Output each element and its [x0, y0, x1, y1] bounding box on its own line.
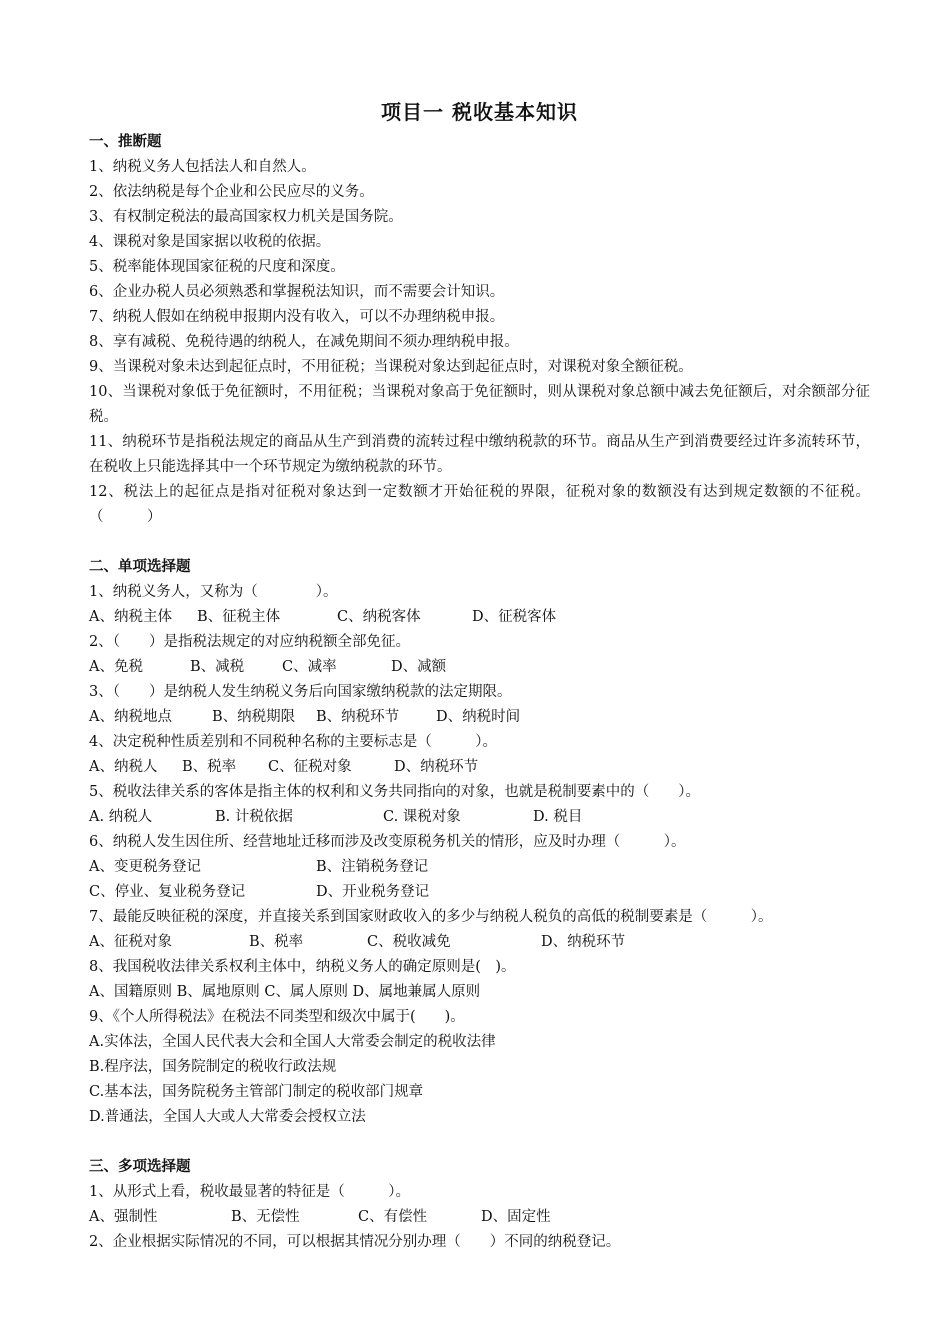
question-item: 7、纳税人假如在纳税申报期内没有收入，可以不办理纳税申报。 — [89, 309, 505, 325]
question-item: 9、当课税对象未达到起征点时，不用征税；当课税对象达到起征点时，对课税对象全额征税。 — [89, 359, 693, 375]
question-stem: 4、决定税种性质差别和不同税种名称的主要标志是（ ）。 — [89, 734, 497, 750]
option: D、减额 — [391, 659, 447, 675]
option-row — [89, 1205, 870, 1230]
option: D、纳税环节 — [394, 759, 479, 775]
option: C、减率 — [282, 659, 337, 675]
option-row — [89, 755, 870, 780]
option: D、征税客体 — [472, 609, 557, 625]
option: B、无偿性 — [231, 1209, 300, 1225]
question-stem: 5、税收法律关系的客体是指主体的权利和义务共同指向的对象，也就是税制要素中的（ ）。 — [89, 784, 700, 800]
option-row — [89, 655, 870, 680]
question-item: 1、纳税义务人包括法人和自然人。 — [89, 159, 316, 175]
option: B、注销税务登记 — [316, 859, 429, 875]
option-row — [89, 880, 870, 905]
option: A.实体法，全国人民代表大会和全国人大常委会制定的税收法律 — [89, 1034, 496, 1050]
option: C、税收减免 — [367, 934, 451, 950]
spacer — [89, 1130, 870, 1155]
option: D、纳税环节 — [541, 934, 626, 950]
option: C、征税对象 — [268, 759, 352, 775]
option-row — [89, 705, 870, 730]
option: B. 计税依据 — [215, 809, 293, 825]
option: D. 税目 — [533, 809, 583, 825]
option: A、纳税人 — [89, 759, 158, 775]
question-stem: 9、《个人所得税法》在税法不同类型和级次中属于( )。 — [89, 1009, 465, 1025]
option-row — [89, 605, 870, 630]
question-stem: 2、（ ）是指税法规定的对应纳税额全部免征。 — [89, 634, 410, 650]
option: C、停业、复业税务登记 — [89, 884, 246, 900]
option: A. 纳税人 — [89, 809, 153, 825]
question-stem: 3、（ ）是纳税人发生纳税义务后向国家缴纳税款的法定期限。 — [89, 684, 512, 700]
option: B、减税 — [190, 659, 245, 675]
section-heading-true-false: 一、推断题 — [89, 134, 162, 150]
question-item: 2、依法纳税是每个企业和公民应尽的义务。 — [89, 184, 374, 200]
question-item: 10、当课税对象低于免征额时，不用征税；当课税对象高于免征额时，则从课税对象总额中减去免征额后，对余额部分征税。 — [89, 384, 870, 425]
question-stem: 2、企业根据实际情况的不同，可以根据其情况分别办理（ ）不同的纳税登记。 — [89, 1234, 621, 1250]
option: A、纳税主体 — [89, 609, 172, 625]
option: D.普通法，全国人大或人大常委会授权立法 — [89, 1109, 366, 1125]
option-row — [89, 855, 870, 880]
option: B、纳税期限 — [212, 709, 296, 725]
option: C、有偿性 — [358, 1209, 428, 1225]
option-row — [89, 930, 870, 955]
option: C. 课税对象 — [383, 809, 461, 825]
option: A、征税对象 — [89, 934, 172, 950]
question-item: 8、享有减税、免税待遇的纳税人，在减免期间不须办理纳税申报。 — [89, 334, 519, 350]
spacer — [89, 530, 870, 555]
option: D、固定性 — [481, 1209, 551, 1225]
question-item: 5、税率能体现国家征税的尺度和深度。 — [89, 259, 345, 275]
page-title: 项目一 税收基本知识 — [381, 100, 578, 124]
question-stem: 1、纳税义务人，又称为（ ）。 — [89, 584, 338, 600]
option: D、纳税时间 — [436, 709, 521, 725]
question-stem: 6、纳税人发生因住所、经营地址迁移而涉及改变原税务机关的情形，应及时办理（ ）。 — [89, 834, 686, 850]
question-item: 6、企业办税人员必须熟悉和掌握税法知识，而不需要会计知识。 — [89, 284, 505, 300]
question-stem: 1、从形式上看，税收最显著的特征是（ ）。 — [89, 1184, 410, 1200]
option: A、免税 — [89, 659, 143, 675]
question-item: 4、课税对象是国家据以收税的依据。 — [89, 234, 331, 250]
option-row — [89, 805, 870, 830]
option: B.程序法，国务院制定的税收行政法规 — [89, 1059, 337, 1075]
section-heading-multiple-choice: 三、多项选择题 — [89, 1159, 191, 1175]
option: B、税率 — [182, 759, 237, 775]
option: B、税率 — [249, 934, 304, 950]
option-row: A、国籍原则 B、属地原则 C、属人原则 D、属地兼属人原则 — [89, 984, 481, 1000]
question-stem: 7、最能反映征税的深度，并直接关系到国家财政收入的多少与纳税人税负的高低的税制要素是（ ）。 — [89, 909, 773, 925]
question-item: 12、税法上的起征点是指对征税对象达到一定数额才开始征税的界限，征税对象的数额没有达到规定数额的不征税。（ ） — [89, 484, 870, 525]
option: C.基本法，国务院税务主管部门制定的税收部门规章 — [89, 1084, 424, 1100]
option: C、纳税客体 — [337, 609, 421, 625]
option: B、征税主体 — [197, 609, 281, 625]
option: A、纳税地点 — [89, 709, 172, 725]
option: B、纳税环节 — [316, 709, 400, 725]
option: D、开业税务登记 — [316, 884, 430, 900]
section-heading-single-choice: 二、单项选择题 — [89, 559, 191, 575]
option: A、强制性 — [89, 1209, 158, 1225]
question-item: 3、有权制定税法的最高国家权力机关是国务院。 — [89, 209, 403, 225]
question-stem: 8、我国税收法律关系权利主体中，纳税义务人的确定原则是( )。 — [89, 959, 516, 975]
option: A、变更税务登记 — [89, 859, 201, 875]
question-item: 11、纳税环节是指税法规定的商品从生产到消费的流转过程中缴纳税款的环节。商品从生产到消费要经过许多流转环节，在税收上只能选择其中一个环节规定为缴纳税款的环节。 — [89, 434, 870, 475]
